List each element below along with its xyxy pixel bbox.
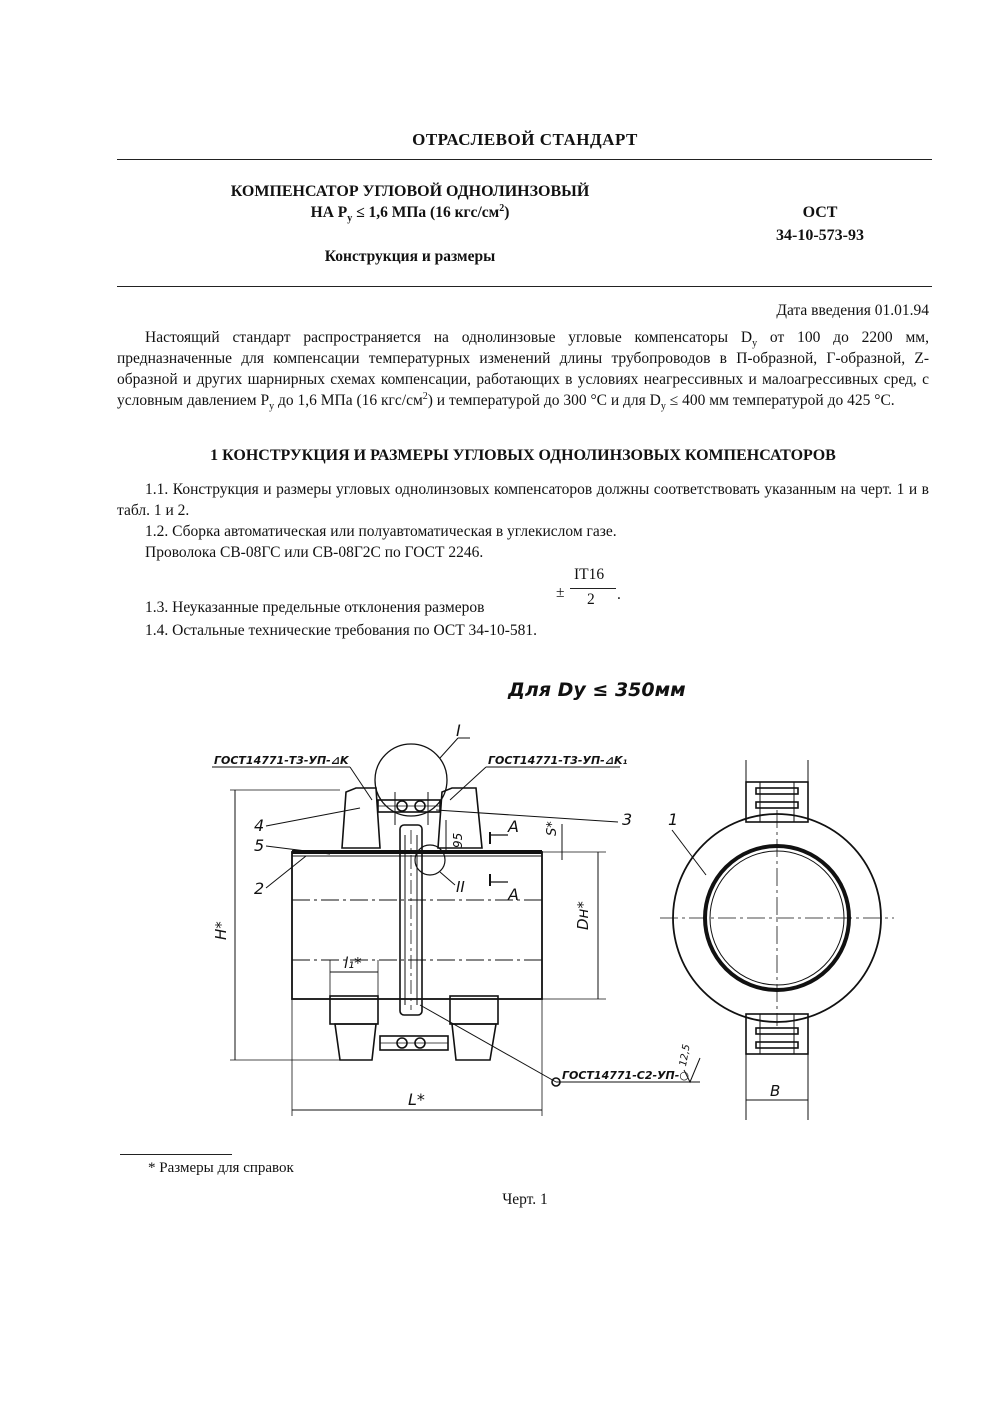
doc-title-line2-mid: ≤ 1,6 МПа (16 кгс/см xyxy=(352,204,500,221)
callout-label-I: I xyxy=(456,721,461,740)
intro-text-c: от 100 до 2200 мм, предназначенные для компенсации температурных изменений длины трубопроводов в П-образной, Г-образной, Z-образной и других шарнирных схемах компенсации, работающих в условиях неагрессивных и малоагрессивных сред, с условным давлением Р xyxy=(117,329,929,409)
footnote-rule xyxy=(120,1154,232,1155)
doc-title-line2 xyxy=(140,202,680,225)
doc-title-line1: КОМПЕНСАТОР УГЛОВОЙ ОДНОЛИНЗОВЫЙ xyxy=(230,183,590,200)
intro-paragraph xyxy=(117,327,929,411)
callout-label-II: II xyxy=(456,878,465,896)
section-marker-A-bottom: A xyxy=(508,885,519,904)
weld-note-bottom: ГОСТ14771-С2-УП-○ xyxy=(562,1069,689,1082)
intro-text-a: Настоящий стандарт распространяется на однолинзовые угловые компенсаторы D xyxy=(145,329,753,346)
doc-title-line2-suffix: ) xyxy=(504,204,510,221)
part-number-5: 5 xyxy=(254,836,265,855)
intro-sub-dy1: у xyxy=(752,338,758,350)
doc-title-line2-prefix: НА Р xyxy=(310,204,348,221)
intro-sub-dy2: у xyxy=(660,401,666,413)
item-1-2b: Проволока СВ-08ГС или СВ-08Г2С по ГОСТ 2246. xyxy=(145,544,484,561)
tolerance-pm: ± xyxy=(556,584,565,601)
header-rule-bottom xyxy=(117,286,932,287)
doc-title-line2-sup: 2 xyxy=(499,202,505,214)
date-line: Дата введения 01.01.94 xyxy=(776,302,929,319)
footnote: * Размеры для справок xyxy=(148,1160,294,1176)
dim-H: H* xyxy=(212,921,230,940)
intro-sub-py: у xyxy=(269,401,275,413)
weld-note-top-right: ГОСТ14771-Т3-УП-⊿K₁ xyxy=(488,754,628,767)
dim-Dn: Dн* xyxy=(574,901,592,930)
doc-title-line2-sub: у xyxy=(347,213,353,225)
dim-L1: l₁* xyxy=(344,954,362,972)
intro-text-i: ≤ 400 мм температурой до 425 °С. xyxy=(665,392,895,409)
dim-S: S* xyxy=(545,821,560,836)
item-1-3: 1.3. Неуказанные предельные отклонения размеров xyxy=(145,599,485,616)
pipe-section-right xyxy=(660,760,894,1120)
tolerance-denominator: 2 xyxy=(587,591,595,608)
section-heading: 1 КОНСТРУКЦИЯ И РАЗМЕРЫ УГЛОВЫХ ОДНОЛИНЗОВЫХ КОМПЕНСАТОРОВ xyxy=(210,447,836,464)
fraction-bar xyxy=(570,588,616,589)
dim-B: B xyxy=(770,1082,781,1100)
intro-sup-2: 2 xyxy=(422,390,428,402)
part-number-4: 4 xyxy=(254,816,265,835)
doc-subtitle: Конструкция и размеры xyxy=(324,248,496,265)
dim-95: 95 xyxy=(451,832,465,848)
header-rule-top xyxy=(117,159,932,160)
item-1-4: 1.4. Остальные технические требования по ОСТ 34-10-581. xyxy=(145,622,538,639)
callout-circle-II xyxy=(415,845,445,875)
figure-caption: Черт. 1 xyxy=(502,1191,548,1208)
standard-title: ОТРАСЛЕВОЙ СТАНДАРТ xyxy=(412,130,638,149)
part-number-3: 3 xyxy=(622,810,633,829)
part-number-1: 1 xyxy=(668,810,679,829)
tolerance-fraction xyxy=(556,566,626,616)
dim-L: L* xyxy=(408,1090,425,1109)
weld-note-top-left: ГОСТ14771-Т3-УП-⊿K xyxy=(214,754,349,767)
ost-number: 34-10-573-93 xyxy=(776,227,864,244)
item-1-2: 1.2. Сборка автоматическая или полуавтоматическая в углекислом газе. xyxy=(145,523,617,540)
part-number-2: 2 xyxy=(254,879,265,898)
tolerance-dot: . xyxy=(617,586,621,603)
technical-drawing xyxy=(0,660,1000,1120)
drawing-title: Для Dy ≤ 350мм xyxy=(508,679,686,701)
intro-text-g: ) и температурой до 300 °С и для D xyxy=(427,392,661,409)
ost-label: ОСТ xyxy=(802,204,838,221)
section-marker-A-top: A xyxy=(508,817,519,836)
roughness-value: 12,5 xyxy=(678,1043,693,1068)
lower-hinge xyxy=(330,996,498,1060)
item-1-1: 1.1. Конструкция и размеры угловых однолинзовых компенсаторов должны соответствовать указанным на черт. 1 и в табл. 1 и 2. xyxy=(117,481,929,519)
callout-circle-I xyxy=(375,744,447,816)
intro-text-e: до 1,6 МПа (16 кгс/см xyxy=(274,392,423,409)
tolerance-numerator: IT16 xyxy=(574,566,605,583)
